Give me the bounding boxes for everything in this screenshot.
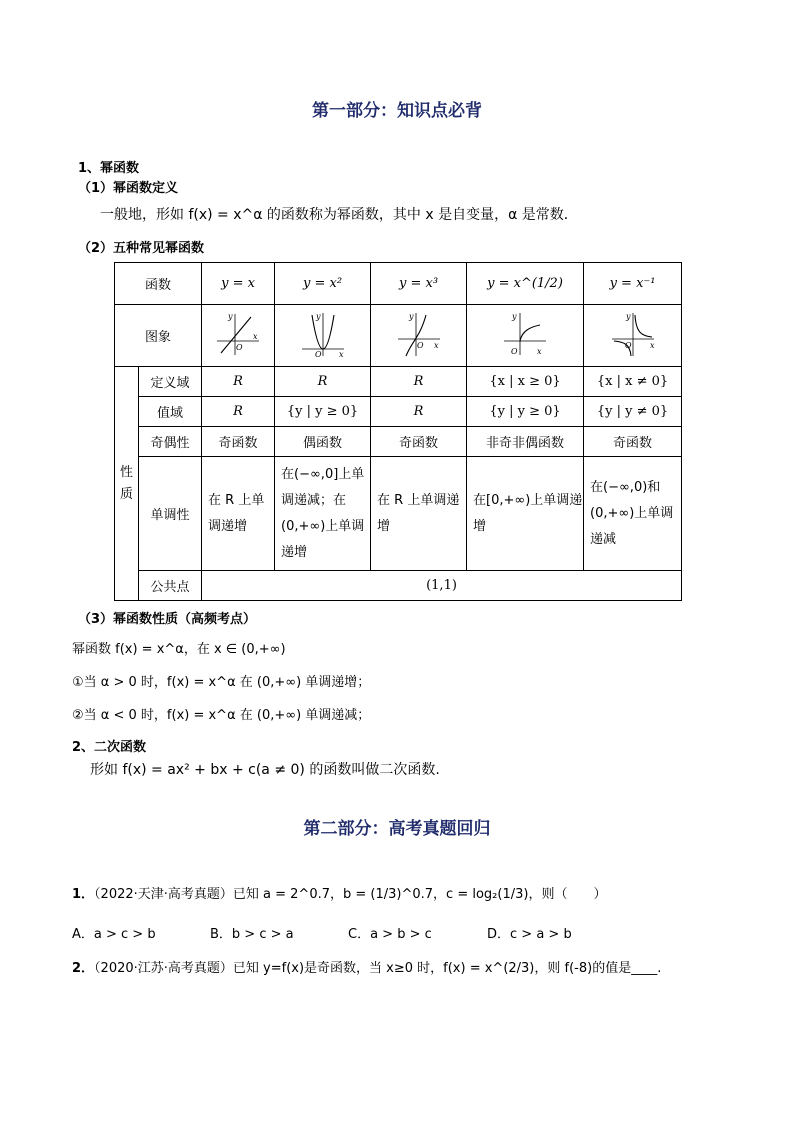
function-3: y = x³ <box>371 263 467 305</box>
property-label: 性质 <box>115 367 139 601</box>
question-2-stem: 已知 y=f(x)是奇函数，当 x≥0 时，f(x) = x^(2/3)，则 f(-8)的值是____. <box>232 961 662 976</box>
axis-x-label: x <box>253 331 258 341</box>
monotonicity-5: 在(−∞,0)和(0,+∞)上单调递减 <box>584 457 682 571</box>
option-c[interactable]: C．a > b > c <box>348 927 432 942</box>
range-1: R <box>202 397 275 427</box>
axis-origin-label: O <box>314 349 322 357</box>
monotonicity-label: 单调性 <box>139 457 202 571</box>
common-point-label: 公共点 <box>139 571 202 601</box>
range-5: {y | y ≠ 0} <box>584 397 682 427</box>
monotonicity-2: 在(−∞,0]上单调递减；在(0,+∞)上单调递增 <box>275 457 371 571</box>
question-1-number: 1． <box>72 887 95 902</box>
domain-4: {x | x ≥ 0} <box>467 367 584 397</box>
question-2-number: 2． <box>72 961 95 976</box>
properties-line-3: ②当 α < 0 时，f(x) = x^α 在 (0,+∞) 单调递减； <box>72 708 371 723</box>
domain-2: R <box>275 367 371 397</box>
axis-x-label: x <box>649 340 655 350</box>
parity-3: 奇函数 <box>371 427 467 457</box>
axis-origin-label: O <box>511 346 518 356</box>
question-2 <box>72 957 661 976</box>
domain-1: R <box>202 367 275 397</box>
definition-text: 一般地，形如 f(x) = x^α 的函数称为幂函数，其中 x 是自变量，α 是常数． <box>100 207 578 223</box>
graph-y-x <box>202 305 275 367</box>
axis-x-label: x <box>338 349 344 357</box>
domain-5: {x | x ≠ 0} <box>584 367 682 397</box>
header-label: 函数 <box>115 263 202 305</box>
domain-label: 定义域 <box>139 367 202 397</box>
function-1: y = x <box>202 263 275 305</box>
quadratic-definition: 形如 f(x) = ax² + bx + c(a ≠ 0) 的函数叫做二次函数. <box>90 762 440 778</box>
image-label: 图象 <box>115 305 202 367</box>
range-label: 值域 <box>139 397 202 427</box>
axis-y-label: y <box>512 311 517 321</box>
graph-y-x2 <box>275 305 371 367</box>
definition-heading: （1）幂函数定义 <box>78 181 179 196</box>
question-2-source: （2020·江苏·高考真题） <box>94 961 233 976</box>
power-function-table <box>114 262 682 601</box>
monotonicity-4: 在[0,+∞)上单调递增 <box>467 457 584 571</box>
parity-label: 奇偶性 <box>139 427 202 457</box>
properties-heading: （3）幂函数性质（高频考点） <box>78 612 257 627</box>
question-1-stem: 已知 a = 2^0.7，b = (1/3)^0.7，c = log₂(1/3)，则（ ） <box>232 887 607 902</box>
axis-x-label: x <box>537 346 542 356</box>
range-3: R <box>371 397 467 427</box>
range-2: {y | y ≥ 0} <box>275 397 371 427</box>
parity-5: 奇函数 <box>584 427 682 457</box>
parity-4: 非奇非偶函数 <box>467 427 584 457</box>
axis-origin-label: O <box>236 342 243 352</box>
parity-2: 偶函数 <box>275 427 371 457</box>
properties-line-1: 幂函数 f(x) = x^α，在 x ∈ (0,+∞) <box>72 642 286 657</box>
axis-y-label: y <box>228 311 233 321</box>
function-4: y = x^(1/2) <box>467 263 584 305</box>
monotonicity-3: 在 R 上单调递增 <box>371 457 467 571</box>
axis-origin-label: O <box>416 340 424 350</box>
question-1 <box>72 883 606 902</box>
axis-y-label: y <box>315 311 321 321</box>
parity-1: 奇函数 <box>202 427 275 457</box>
range-4: {y | y ≥ 0} <box>467 397 584 427</box>
function-5: y = x⁻¹ <box>584 263 682 305</box>
axis-y-label: y <box>408 311 414 321</box>
axis-x-label: x <box>433 340 439 350</box>
domain-3: R <box>371 367 467 397</box>
option-a[interactable]: A．a > c > b <box>72 927 156 942</box>
axis-y-label: y <box>625 311 631 321</box>
option-b[interactable]: B．b > c > a <box>210 927 294 942</box>
part2-title: 第二部分：高考真题回归 <box>303 819 491 839</box>
axis-origin-label: O <box>624 340 632 350</box>
function-2: y = x² <box>275 263 371 305</box>
graph-y-x3 <box>371 305 467 367</box>
table-heading: （2）五种常见幂函数 <box>78 241 205 256</box>
section1-heading: 1、幂函数 <box>78 161 140 176</box>
properties-line-2: ①当 α > 0 时，f(x) = x^α 在 (0,+∞) 单调递增； <box>72 675 371 690</box>
section2-heading: 2、二次函数 <box>72 740 147 755</box>
monotonicity-1: 在 R 上单调递增 <box>202 457 275 571</box>
option-d[interactable]: D．c > a > b <box>487 927 572 942</box>
part1-title: 第一部分：知识点必背 <box>312 101 482 121</box>
common-point-value: (1,1) <box>202 571 682 601</box>
graph-y-inverse-x <box>584 305 682 367</box>
graph-y-sqrt-x <box>467 305 584 367</box>
question-1-source: （2022·天津·高考真题） <box>94 887 233 902</box>
